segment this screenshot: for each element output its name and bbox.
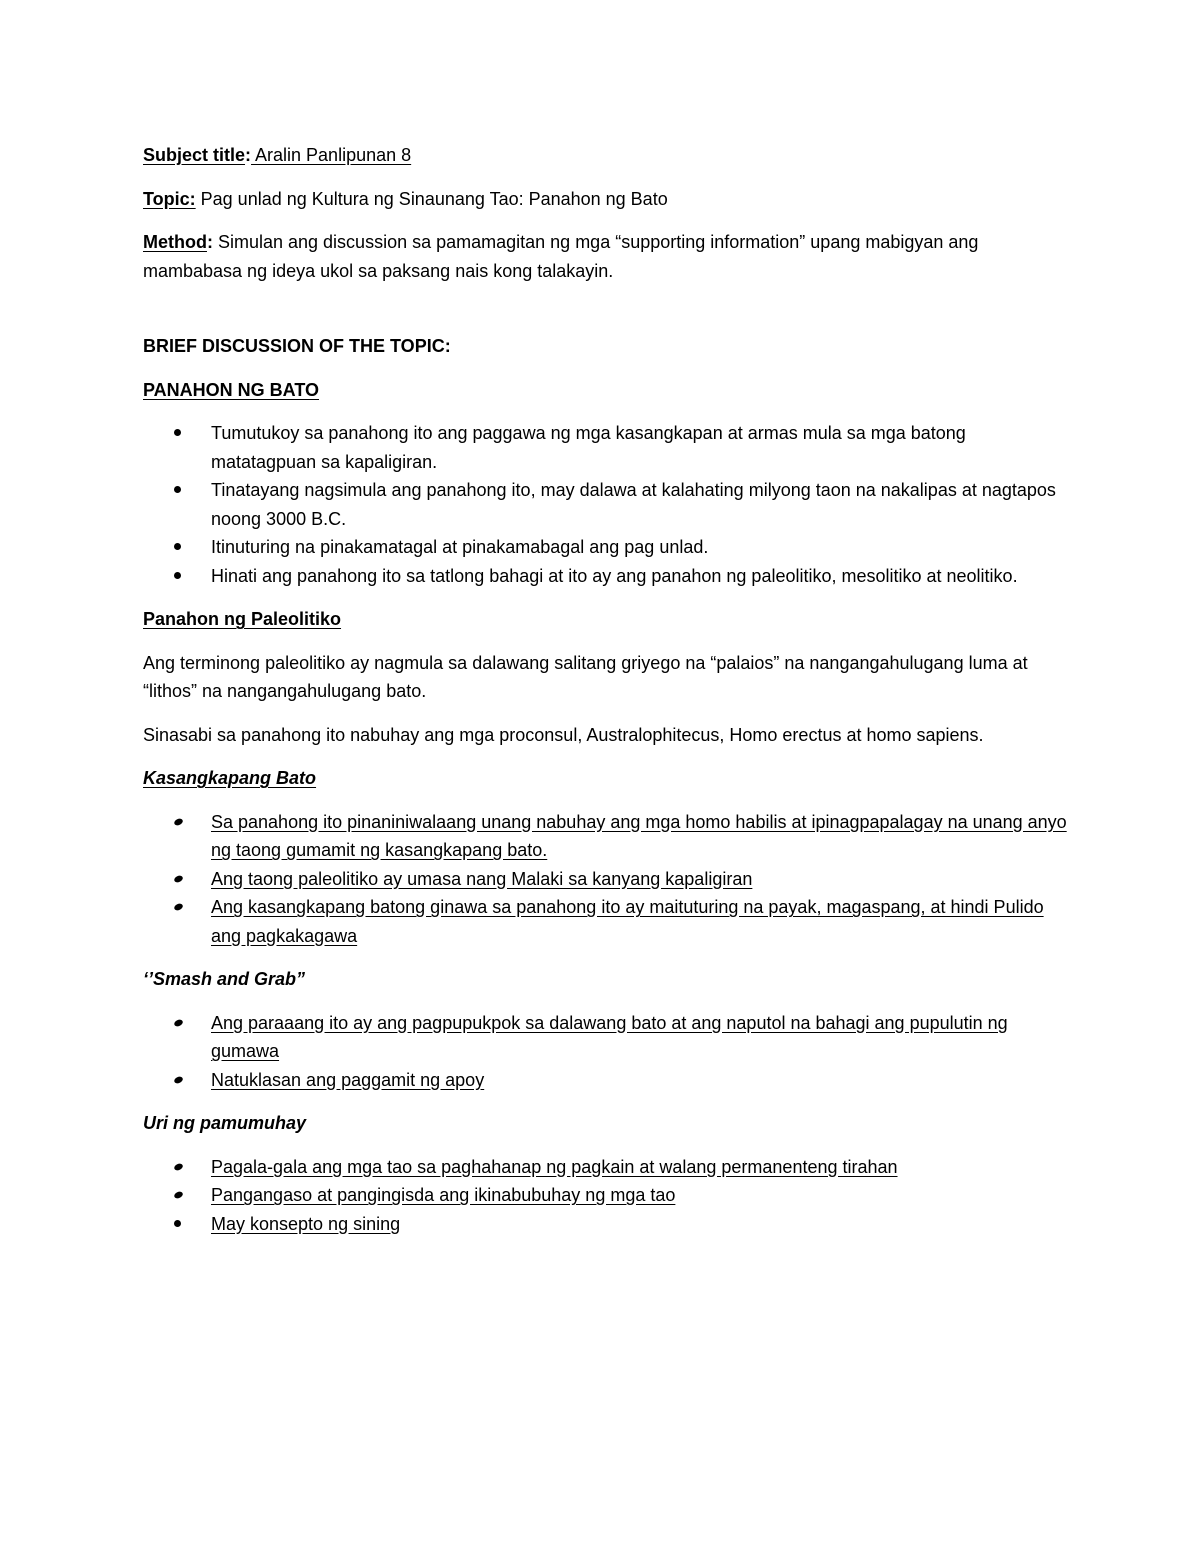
list-item-text: Tinatayang nagsimula ang panahong ito, may dalawa at kalahating milyong taon na nakalipas at nagtapos noong 3000 B.C. [211,480,1056,529]
bullet-icon [173,1075,184,1084]
list-item-text: Ang kasangkapang batong ginawa sa panahong ito ay maituturing na payak, magaspang, at hindi Pulido ang pagkakagawa [211,897,1044,946]
list-item [143,808,1073,865]
bullet-icon [174,572,181,579]
list-item-text: Tumutukoy sa panahong ito ang paggawa ng mga kasangkapan at armas mula sa mga batong matatagpuan sa kapaligiran. [211,423,966,472]
subject-line [143,141,1073,170]
kasangkapang-bato-list [143,808,1073,951]
bullet-icon [174,543,181,550]
bullet-icon [173,902,184,911]
list-item [143,1210,1073,1239]
bullet-icon [173,1018,184,1027]
list-item [143,1066,1073,1095]
topic-value: Pag unlad ng Kultura ng Sinaunang Tao: Panahon ng Bato [195,188,668,209]
bullet-icon [173,1190,184,1199]
subject-colon: : [245,145,252,165]
bullet-icon [174,486,181,493]
list-item-text: Itinuturing na pinakamatagal at pinakamabagal ang pag unlad. [211,537,709,557]
list-item [143,893,1073,950]
bullet-icon [174,1220,181,1227]
uri-ng-pamumuhay-heading: Uri ng pamumuhay [143,1113,307,1133]
list-item [143,562,1073,591]
bullet-icon [173,817,184,826]
subject-label: Subject title [143,145,246,165]
list-item-text: Hinati ang panahong ito sa tatlong bahagi at ito ay ang panahon ng paleolitiko, mesolitiko at neolitiko. [211,565,1018,586]
brief-discussion-heading: BRIEF DISCUSSION OF THE TOPIC: [143,336,451,356]
list-item-text: May konsepto ng sining [211,1213,401,1234]
smash-and-grab-list [143,1009,1073,1095]
subject-value: Aralin Panlipunan 8 [251,145,412,165]
list-item [143,1181,1073,1210]
list-item [143,865,1073,894]
kasangkapang-bato-heading: Kasangkapang Bato [143,768,317,788]
method-line [143,228,1073,285]
paleolitiko-paragraph-1: Ang terminong paleolitiko ay nagmula sa dalawang salitang griyego na “palaios” na nangangahulugang luma at “lithos” na nangangahulugang bato. [143,652,1028,701]
bullet-icon [173,874,184,883]
method-label: Method [143,232,207,252]
panahon-ng-bato-list [143,419,1073,590]
list-item-text: Ang taong paleolitiko ay umasa nang Malaki sa kanyang kapaligiran [211,868,753,889]
list-item-text: Pagala-gala ang mga tao sa paghahanap ng pagkain at walang permanenteng tirahan [211,1156,898,1177]
list-item [143,533,1073,562]
method-value: Simulan ang discussion sa pamamagitan ng mga “supporting information” upang mabigyan ang mambabasa ng ideya ukol sa paksang nais kong talakayin. [143,232,979,281]
list-item [143,1009,1073,1066]
paleolitiko-paragraph-2: Sinasabi sa panahong ito nabuhay ang mga proconsul, Australophitecus, Homo erectus at homo sapiens. [143,724,984,745]
bullet-icon [174,429,181,436]
list-item-text: Sa panahong ito pinaniniwalaang unang nabuhay ang mga homo habilis at ipinagpapalagay na unang anyo ng taong gumamit ng kasangkapang bato. [211,811,1067,860]
bullet-icon [173,1162,184,1171]
topic-line [143,185,1073,214]
panahon-ng-bato-heading: PANAHON NG BATO [143,379,320,400]
document-body [143,141,1073,1253]
paleolitiko-heading: Panahon ng Paleolitiko [143,609,342,629]
list-item [143,1153,1073,1182]
smash-and-grab-heading: ‘’Smash and Grab” [143,969,306,989]
list-item-text: Natuklasan ang paggamit ng apoy [211,1069,485,1090]
topic-label: Topic: [143,188,196,209]
method-colon: : [206,232,213,252]
list-item [143,476,1073,533]
list-item-text: Pangangaso at pangingisda ang ikinabubuhay ng mga tao [211,1185,676,1205]
uri-ng-pamumuhay-list [143,1153,1073,1239]
list-item [143,419,1073,476]
list-item-text: Ang paraaang ito ay ang pagpupukpok sa dalawang bato at ang naputol na bahagi ang pupulutin ng gumawa [211,1012,1008,1061]
